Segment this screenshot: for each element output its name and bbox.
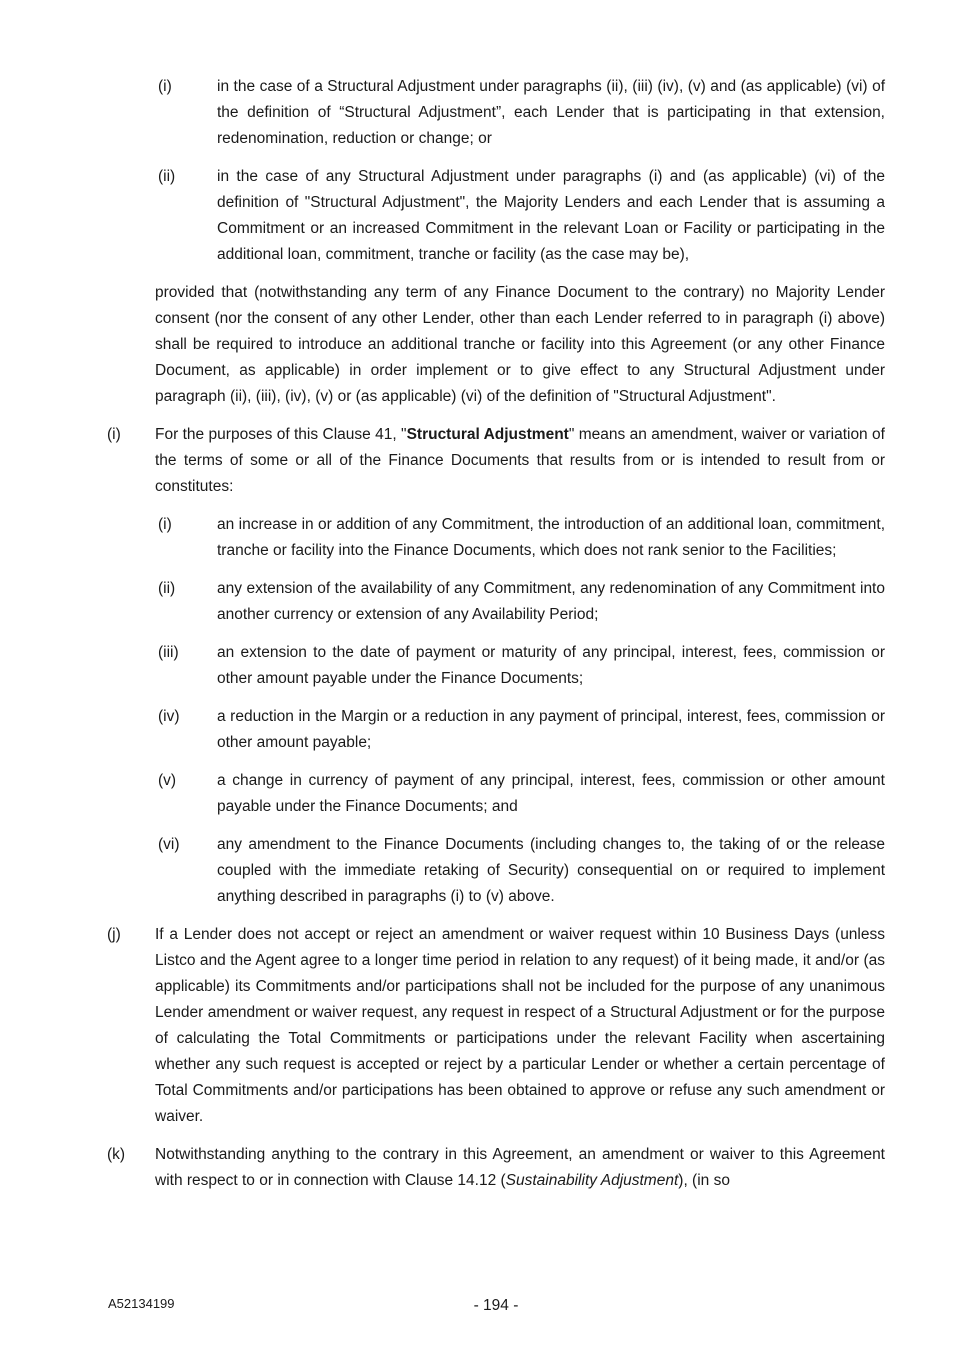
clause-label: (v): [158, 772, 177, 789]
clause-item-i-l2: [107, 512, 885, 564]
clause-item-iv-l2: [107, 704, 885, 756]
clause-item-ii-l2: [107, 164, 885, 268]
clause-label: (k): [107, 1146, 126, 1163]
text-segment: in the case of any Structural Adjustment under paragraphs (i) and (as applicable) (vi) of the definition of "Structural Adjustment", the Majority Lenders and each Lender that is assuming a Commitment or an increased Commitment in the relevant Loan or Facility or participating in the additional loan, commitment, tranche or facility (as the case may be),: [217, 168, 885, 263]
clause-label: (i): [107, 426, 121, 443]
clause-text: [217, 640, 885, 692]
clause-text: [155, 922, 885, 1130]
clause-label: (ii): [158, 580, 176, 597]
text-segment: a reduction in the Margin or a reduction in any payment of principal, interest, fees, commission or other amount payable;: [217, 708, 885, 751]
clause-text: [217, 164, 885, 268]
clause-label: (j): [107, 926, 121, 943]
defined-term-bold: Structural Adjustment: [406, 426, 569, 443]
clause-reference-italic: Sustainability Adjustment: [505, 1172, 679, 1189]
text-segment: ), (in so: [678, 1172, 730, 1189]
clause-label: (ii): [158, 168, 176, 185]
clause-text: [155, 280, 885, 410]
text-segment: provided that (notwithstanding any term of any Finance Document to the contrary) no Majority Lender consent (nor the consent of any other Lender, other than each Lender referred to in paragraph (i) above) shall be required to introduce an additional tranche or facility into this Agreement (or any other Finance Document, as applicable) in order implement or to give effect to any Structural Adjustment under paragraph (ii), (iii), (iv), (v) or (as applicable) (vi) of the definition of "Structural Adjustment".: [155, 284, 885, 405]
clause-item-i-l2: [107, 74, 885, 152]
clause-label: (iii): [158, 644, 179, 661]
text-segment: If a Lender does not accept or reject an amendment or waiver request within 10 Business Days (unless Listco and the Agent agree to a longer time period in relation to any request) of it being made, it and/or (as applicable) its Commitments and/or participations shall not be included for the purpose of any unanimous Lender amendment or waiver request, any request in respect of a Structural Adjustment or for the purpose of calculating the Total Commitments or participations under the relevant Facility when ascertaining whether any such request is accepted or reject by a particular Lender or whether a certain percentage of Total Commitments and/or participations has been obtained to approve or refuse any such amendment or waiver.: [155, 926, 885, 1125]
text-segment: an increase in or addition of any Commitment, the introduction of an additional loan, commitment, tranche or facility into the Finance Documents, which does not rank senior to the Facilities;: [217, 516, 885, 559]
clause-item-iii-l2: [107, 640, 885, 692]
text-segment: an extension to the date of payment or maturity of any principal, interest, fees, commission or other amount payable under the Finance Documents;: [217, 644, 885, 687]
clause-label: (i): [158, 78, 172, 95]
clause-label: (iv): [158, 708, 180, 725]
text-segment: any extension of the availability of any Commitment, any redenomination of any Commitment into another currency or extension of any Availability Period;: [217, 580, 885, 623]
clause-text: [217, 512, 885, 564]
clause-text: [217, 832, 885, 910]
clause-text: [155, 422, 885, 500]
document-reference-number: A52134199: [108, 1296, 175, 1311]
clause-text: [217, 704, 885, 756]
text-segment: Notwithstanding anything to the contrary in this Agreement, an amendment or waiver to this Agreement with respect to or in connection with Clause 14.12 (: [155, 1146, 885, 1189]
document-content: [107, 74, 885, 1194]
clause-text: [217, 576, 885, 628]
text-segment: " means an amendment, waiver or variation of the terms of some or all of the Finance Documents that results from or is intended to result from or constitutes:: [155, 426, 885, 495]
clause-item-ii-l2: [107, 576, 885, 628]
clause-item-j-l1: [107, 922, 885, 1130]
clause-text: [217, 74, 885, 152]
clause-text: [155, 1142, 885, 1194]
clause-text: [217, 768, 885, 820]
clause-label: (i): [158, 516, 172, 533]
clause-item-v-l2: [107, 768, 885, 820]
text-segment: For the purposes of this Clause 41, ": [155, 426, 407, 443]
clause-item-vi-l2: [107, 832, 885, 910]
text-segment: in the case of a Structural Adjustment under paragraphs (ii), (iii) (iv), (v) and (as applicable) (vi) of the definition of “Structural Adjustment”, each Lender that is participating in that extension, redenomination, reduction or change; or: [217, 78, 885, 147]
clause-item-k-l1: [107, 1142, 885, 1194]
clause-item-i-l1: [107, 422, 885, 500]
page-number: - 194 -: [473, 1297, 519, 1314]
page-footer: [107, 1293, 885, 1319]
text-segment: any amendment to the Finance Documents (including changes to, the taking of or the release coupled with the immediate retaking of Security) consequential on or required to implement anything described in paragraphs (i) to (v) above.: [217, 836, 885, 905]
clause-label: (vi): [158, 836, 180, 853]
text-segment: a change in currency of payment of any principal, interest, fees, commission or other amount payable under the Finance Documents; and: [217, 772, 885, 815]
proviso-paragraph: [107, 280, 885, 410]
